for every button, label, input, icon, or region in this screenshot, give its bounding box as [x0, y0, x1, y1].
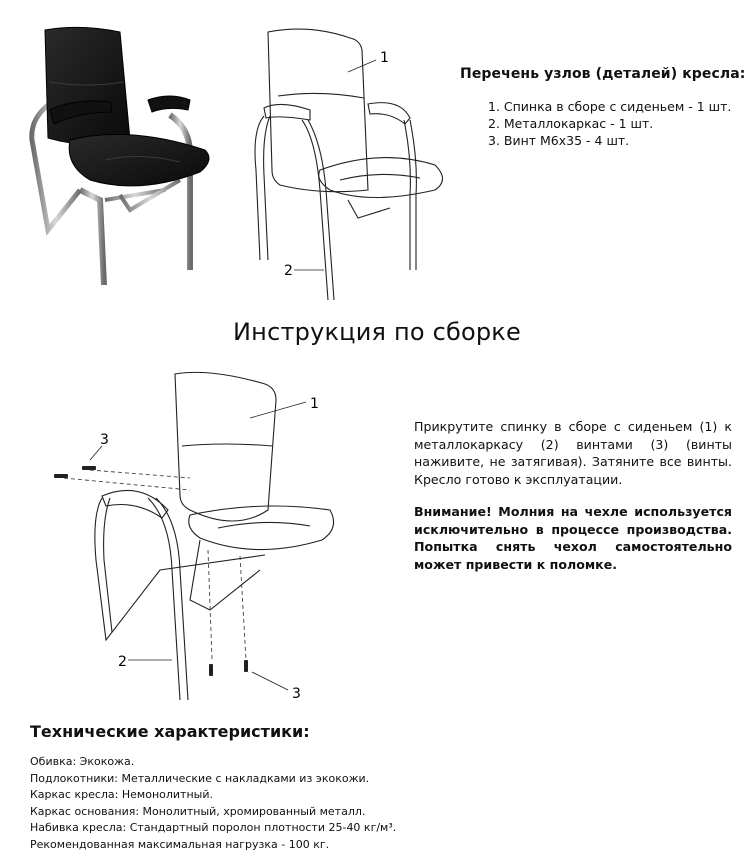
callout-2: 2: [118, 654, 127, 670]
specs-list: [30, 754, 396, 853]
page-title: Инструкция по сборке: [233, 318, 521, 346]
spec-item: Обивка: Экокожа.: [30, 755, 135, 768]
callout-1: 1: [310, 396, 319, 412]
callout-2: 2: [284, 263, 293, 279]
screw-icon: [54, 466, 248, 676]
parts-list: [488, 98, 731, 149]
callout-3: 3: [292, 686, 301, 702]
spec-item: Рекомендованная максимальная нагрузка - 100 кг.: [30, 837, 330, 851]
chair-photo: [20, 20, 220, 300]
assembly-diagram: [40, 360, 340, 710]
spec-item: Каркас кресла: Немонолитный.: [30, 788, 213, 801]
chair-diagram: [250, 20, 450, 305]
spec-item: Подлокотники: Металлические с накладками из экокожи.: [30, 771, 370, 785]
warning-note: Внимание! Молния на чехле используется исключительно в процессе производства. Попытка снять чехол самостоятельно может привести к поломке.: [414, 504, 732, 572]
callout-3: 3: [100, 432, 109, 448]
spec-item: Каркас основания: Монолитный, хромированный металл.: [30, 804, 366, 818]
parts-item: 3. Винт М6х35 - 4 шт.: [488, 133, 630, 148]
parts-item: 2. Металлокаркас - 1 шт.: [488, 116, 654, 131]
assembly-instructions: Прикрутите спинку в сборе с сиденьем (1) к металлокаркасу (2) винтами (3) (винты наживите, не затягивая). Затяните все винты. Кресло готово к эксплуатации.: [414, 419, 732, 487]
parts-item: 1. Спинка в сборе с сиденьем - 1 шт.: [488, 99, 732, 114]
callout-1: 1: [380, 50, 389, 66]
specs-title: Технические характеристики:: [30, 722, 310, 741]
parts-title: Перечень узлов (деталей) кресла:: [460, 66, 746, 82]
spec-item: Набивка кресла: Стандартный поролон плотности 25-40 кг/м³.: [30, 821, 397, 834]
